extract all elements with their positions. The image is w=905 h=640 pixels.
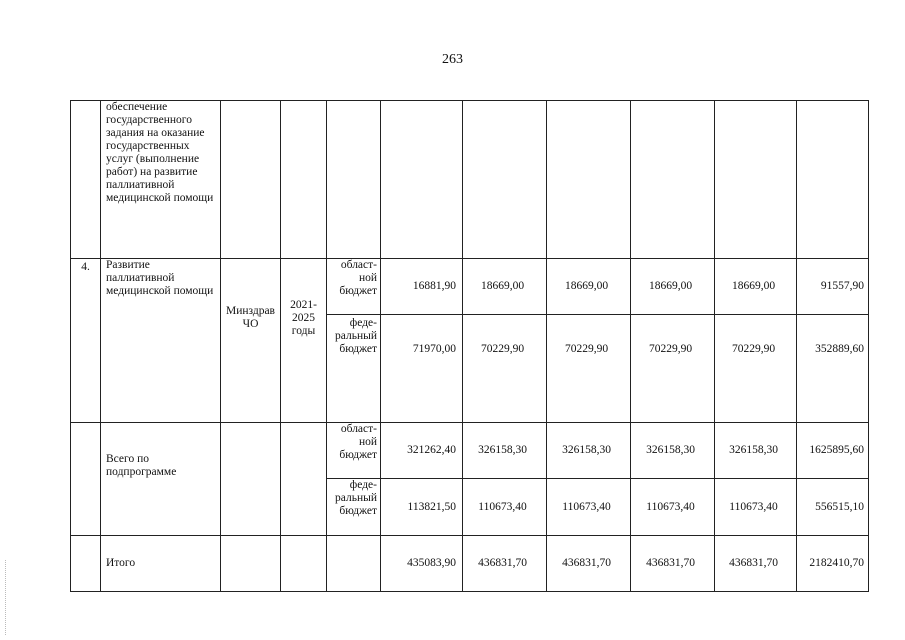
term: 2021-2025 годы <box>281 259 327 423</box>
term-cell <box>281 423 327 536</box>
value: 326158,30 <box>631 423 715 479</box>
value: 70229,90 <box>715 315 797 423</box>
value: 110673,40 <box>463 479 547 536</box>
source-cell <box>327 536 381 592</box>
value: 326158,30 <box>463 423 547 479</box>
value-cell <box>463 101 547 259</box>
source-federal: феде-ральный бюджет <box>327 315 381 423</box>
table-row-subprogram-regional <box>71 423 869 479</box>
value: 70229,90 <box>631 315 715 423</box>
executor-cell <box>221 536 281 592</box>
scan-margin-mark <box>5 560 9 635</box>
value: 436831,70 <box>463 536 547 592</box>
num-cell <box>71 536 101 592</box>
total-value: 91557,90 <box>797 259 869 315</box>
total-value: 2182410,70 <box>797 536 869 592</box>
value: 436831,70 <box>631 536 715 592</box>
total-cell <box>797 101 869 259</box>
total-value: 1625895,60 <box>797 423 869 479</box>
value: 321262,40 <box>381 423 463 479</box>
value: 326158,30 <box>547 423 631 479</box>
source-regional: област-ной бюджет <box>327 423 381 479</box>
term-cell <box>281 101 327 259</box>
budget-table <box>70 100 869 592</box>
num-cell <box>71 423 101 536</box>
executor-cell <box>221 101 281 259</box>
executor-cell <box>221 423 281 536</box>
value: 70229,90 <box>463 315 547 423</box>
total-label: Итого <box>101 536 221 592</box>
value: 436831,70 <box>547 536 631 592</box>
value: 18669,00 <box>547 259 631 315</box>
value: 18669,00 <box>715 259 797 315</box>
source-cell <box>327 101 381 259</box>
value: 18669,00 <box>631 259 715 315</box>
value: 70229,90 <box>547 315 631 423</box>
name-cell <box>101 101 221 259</box>
total-value: 352889,60 <box>797 315 869 423</box>
value: 436831,70 <box>715 536 797 592</box>
value-cell <box>715 101 797 259</box>
value-cell <box>547 101 631 259</box>
subprogram-label: Всего по подпрограмме <box>101 423 221 536</box>
term-cell <box>281 536 327 592</box>
executor: Минздрав ЧО <box>221 259 281 423</box>
item-name: Развитие паллиативной медицинской помощи <box>106 259 214 297</box>
value: 16881,90 <box>381 259 463 315</box>
table-row-item4-regional <box>71 259 869 315</box>
value: 110673,40 <box>631 479 715 536</box>
value-cell <box>381 101 463 259</box>
value: 326158,30 <box>715 423 797 479</box>
num-cell <box>71 101 101 259</box>
total-value: 556515,10 <box>797 479 869 536</box>
value: 110673,40 <box>715 479 797 536</box>
table-row-total <box>71 536 869 592</box>
table-row-task <box>71 101 869 259</box>
value: 71970,00 <box>381 315 463 423</box>
value: 113821,50 <box>381 479 463 536</box>
value: 18669,00 <box>463 259 547 315</box>
task-name: обеспечение государственного задания на оказание государственных услуг (выполнение работ) на развитие паллиативной медицинской помощи <box>106 101 214 204</box>
page-number: 263 <box>442 52 463 67</box>
name-cell <box>101 259 221 423</box>
source-federal: феде-ральный бюджет <box>327 479 381 536</box>
item-number: 4. <box>71 259 101 423</box>
value: 110673,40 <box>547 479 631 536</box>
source-regional: област-ной бюджет <box>327 259 381 315</box>
value: 435083,90 <box>381 536 463 592</box>
value-cell <box>631 101 715 259</box>
